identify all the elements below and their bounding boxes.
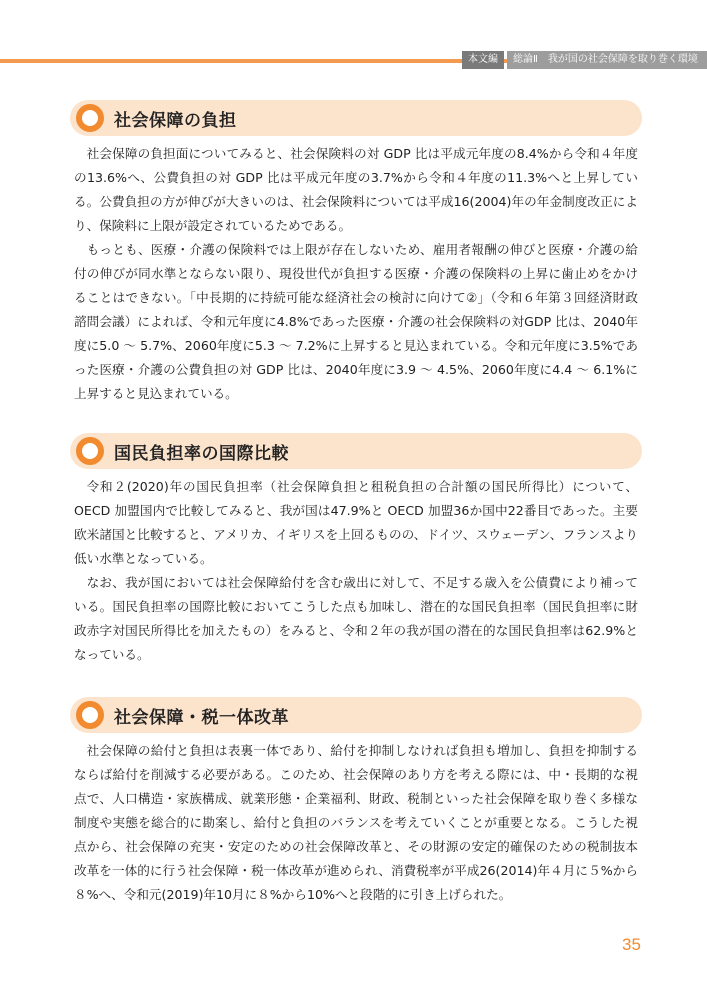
ring-bullet-icon: [76, 104, 104, 132]
header-tab-main: 本文編: [462, 51, 504, 69]
ring-bullet-icon: [76, 701, 104, 729]
section-burden: [70, 100, 642, 406]
section-heading: [70, 697, 642, 733]
section-international: [70, 433, 642, 667]
paragraph: 社会保障の負担面についてみると、社会保険料の対 GDP 比は平成元年度の8.4%から令和４年度の13.6%へ、公費負担の対 GDP 比は平成元年度の3.7%から令和４年度の11.3%へと上昇している。公費負担の方が伸びが大きいのは、社会保険料については平成16(2004)年の年金制度改正により、保険料に上限が設定されているためである。: [74, 146, 638, 233]
section-reform: [70, 697, 642, 907]
paragraph: なお、我が国においては社会保障給付を含む歳出に対して、不足する歳入を公債費により補っている。国民負担率の国際比較においてこうした点も加味し、潜在的な国民負担率（国民負担率に財政赤字対国民所得比を加えたもの）をみると、令和２年の我が国の潜在的な国民負担率は62.9%となっている。: [74, 575, 638, 662]
section-heading: [70, 100, 642, 136]
paragraph: 社会保障の給付と負担は表裏一体であり、給付を抑制しなければ負担も増加し、負担を抑制するならば給付を削減する必要がある。このため、社会保障のあり方を考える際には、中・長期的な視点で、人口構造・家族構成、就業形態・企業福利、財政、税制といった社会保障を取り巻く多様な制度や実態を総合的に勘案し、給付と負担のバランスを考えていくことが重要となる。こうした視点から、社会保障の充実・安定のための社会保障改革と、その財源の安定的確保のための税制抜本改革を一体的に行う社会保障・税一体改革が進められ、消費税率が平成26(2014)年４月に５%から８%へ、令和元(2019)年10月に８%から10%へと段階的に引き上げられた。: [74, 743, 638, 902]
paragraph: もっとも、医療・介護の保険料では上限が存在しないため、雇用者報酬の伸びと医療・介護の給付の伸びが同水準とならない限り、現役世代が負担する医療・介護の保険料の上昇に歯止めをかけることはできない。「中長期的に持続可能な経済社会の検討に向けて②」（令和６年第３回経済財政諮問会議）によれば、令和元年度に4.8%であった医療・介護の社会保険料の対GDP 比は、2040年度に5.0 ～ 5.7%、2060年度に5.3 ～ 7.2%に上昇すると見込まれている。令和元年度に3.5%であった医療・介護の公費負担の対 GDP 比は、2040年度に3.9 ～ 4.5%、2060年度に4.4 ～ 6.1%に上昇すると見込まれている。: [74, 242, 638, 401]
page-number: 35: [622, 935, 641, 954]
paragraph: 令和２(2020)年の国民負担率（社会保障負担と租税負担の合計額の国民所得比）について、OECD 加盟国内で比較してみると、我が国は47.9%と OECD 加盟36か国中22番目であった。主要欧米諸国と比較すると、アメリカ、イギリスを上回るものの、ドイツ、スウェーデン、フランスより低い水準となっている。: [74, 479, 638, 566]
section-title: 社会保障・税一体改革: [114, 707, 289, 728]
header-tab-chapter: 総論Ⅱ 我が国の社会保障を取り巻く環境: [507, 51, 707, 69]
section-title: 社会保障の負担: [114, 110, 237, 131]
section-title: 国民負担率の国際比較: [114, 443, 289, 464]
ring-bullet-icon: [76, 437, 104, 465]
section-heading: [70, 433, 642, 469]
